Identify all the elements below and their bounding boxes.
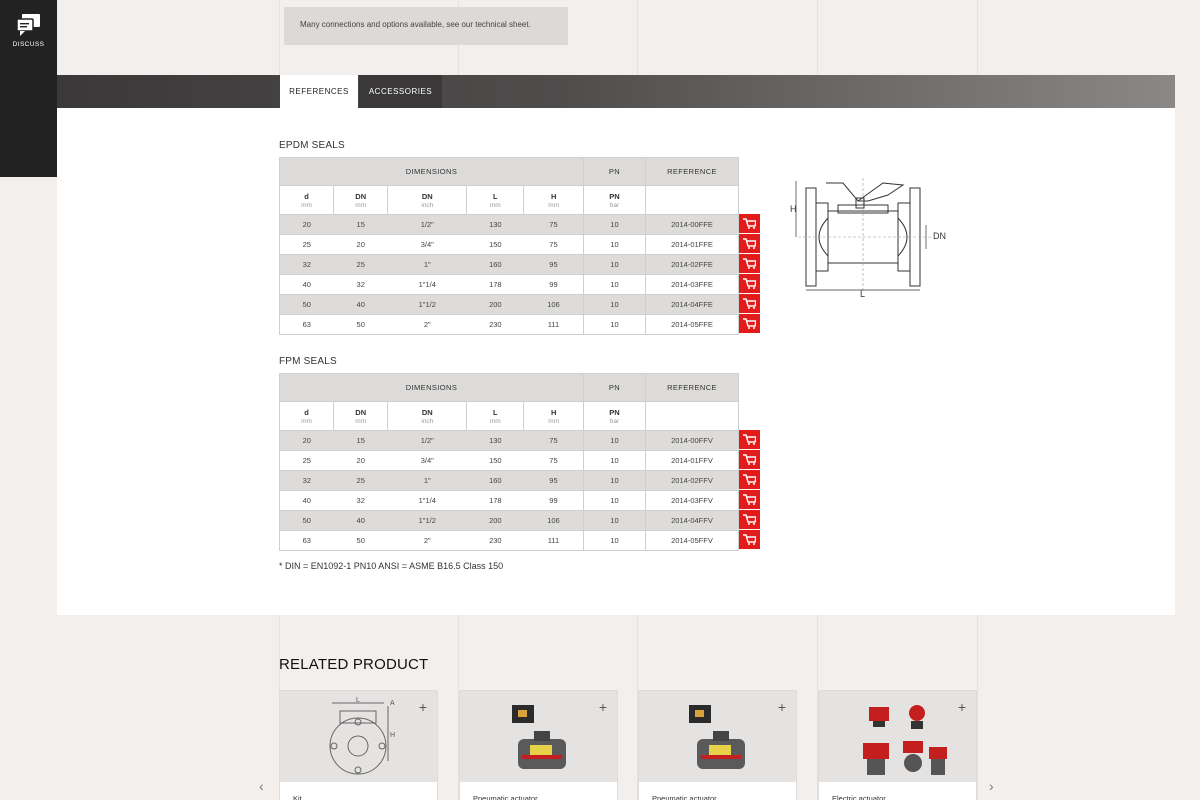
cell-dn-inch: 1/2" bbox=[388, 431, 467, 451]
cart-icon bbox=[743, 514, 756, 525]
cell-pn: 10 bbox=[584, 451, 646, 471]
table-row bbox=[280, 235, 739, 255]
cell-d: 20 bbox=[280, 431, 334, 451]
cell-reference: 2014-05FFV bbox=[646, 531, 739, 551]
subheader-dn: DN mm bbox=[334, 186, 388, 215]
table-row bbox=[280, 511, 739, 531]
cell-l: 160 bbox=[467, 255, 524, 275]
cell-d: 40 bbox=[280, 491, 334, 511]
cart-column-epdm bbox=[739, 214, 760, 334]
cart-icon bbox=[743, 494, 756, 505]
cell-dn: 25 bbox=[334, 471, 388, 491]
cell-dn-inch: 1" bbox=[388, 471, 467, 491]
add-to-cart-button[interactable] bbox=[739, 274, 760, 293]
cell-l: 200 bbox=[467, 295, 524, 315]
cell-d: 32 bbox=[280, 255, 334, 275]
cell-reference: 2014-05FFE bbox=[646, 315, 739, 335]
cell-d: 25 bbox=[280, 451, 334, 471]
cell-dn-inch: 1"1/2 bbox=[388, 295, 467, 315]
card-title: Electric actuator bbox=[819, 782, 976, 800]
cell-d: 63 bbox=[280, 531, 334, 551]
expand-plus-icon[interactable]: + bbox=[418, 699, 427, 715]
cell-pn: 10 bbox=[584, 235, 646, 255]
cell-pn: 10 bbox=[584, 471, 646, 491]
subheader-pn: PN bar bbox=[584, 186, 646, 215]
subheader-dn: DN mm bbox=[334, 402, 388, 431]
cart-icon bbox=[743, 298, 756, 309]
cell-reference: 2014-03FFE bbox=[646, 275, 739, 295]
cell-h: 111 bbox=[524, 315, 584, 335]
table-row bbox=[280, 471, 739, 491]
cell-dn: 40 bbox=[334, 295, 388, 315]
tab-references[interactable]: REFERENCES bbox=[280, 75, 358, 108]
cell-dn-inch: 1"1/4 bbox=[388, 491, 467, 511]
add-to-cart-button[interactable] bbox=[739, 254, 760, 273]
fpm-table bbox=[279, 373, 739, 551]
cell-d: 20 bbox=[280, 215, 334, 235]
table-row bbox=[280, 295, 739, 315]
cell-dn: 32 bbox=[334, 491, 388, 511]
table-row bbox=[280, 315, 739, 335]
cart-icon bbox=[743, 534, 756, 545]
carousel-next-icon[interactable]: › bbox=[989, 778, 994, 794]
cell-d: 40 bbox=[280, 275, 334, 295]
cell-d: 63 bbox=[280, 315, 334, 335]
related-card-electric-actuator[interactable] bbox=[818, 690, 977, 800]
table-row bbox=[280, 275, 739, 295]
cell-l: 178 bbox=[467, 275, 524, 295]
discuss-button[interactable] bbox=[0, 0, 57, 177]
cell-h: 106 bbox=[524, 295, 584, 315]
add-to-cart-button[interactable] bbox=[739, 430, 760, 449]
cell-pn: 10 bbox=[584, 531, 646, 551]
cell-l: 178 bbox=[467, 491, 524, 511]
cell-h: 75 bbox=[524, 451, 584, 471]
cart-icon bbox=[743, 454, 756, 465]
table-row bbox=[280, 531, 739, 551]
cell-reference: 2014-04FFV bbox=[646, 511, 739, 531]
cell-pn: 10 bbox=[584, 511, 646, 531]
cell-dn: 20 bbox=[334, 235, 388, 255]
cell-dn-inch: 2" bbox=[388, 531, 467, 551]
header-reference: REFERENCE bbox=[646, 158, 739, 186]
cell-h: 75 bbox=[524, 215, 584, 235]
add-to-cart-button[interactable] bbox=[739, 314, 760, 333]
add-to-cart-button[interactable] bbox=[739, 214, 760, 233]
cell-l: 160 bbox=[467, 471, 524, 491]
cart-icon bbox=[743, 278, 756, 289]
cart-column-fpm bbox=[739, 430, 760, 550]
cell-reference: 2014-01FFE bbox=[646, 235, 739, 255]
cell-h: 99 bbox=[524, 275, 584, 295]
cell-d: 25 bbox=[280, 235, 334, 255]
cell-h: 75 bbox=[524, 235, 584, 255]
cell-dn-inch: 1/2" bbox=[388, 215, 467, 235]
info-box: Many connections and options available, see our technical sheet. bbox=[284, 7, 568, 45]
add-to-cart-button[interactable] bbox=[739, 294, 760, 313]
valve-drawing bbox=[788, 173, 948, 298]
kit-label-l: L bbox=[356, 697, 360, 704]
cell-dn-inch: 3/4" bbox=[388, 451, 467, 471]
cell-h: 111 bbox=[524, 531, 584, 551]
cell-dn: 32 bbox=[334, 275, 388, 295]
cell-dn-inch: 1" bbox=[388, 255, 467, 275]
table-row bbox=[280, 215, 739, 235]
table-row bbox=[280, 431, 739, 451]
add-to-cart-button[interactable] bbox=[739, 450, 760, 469]
table-row bbox=[280, 491, 739, 511]
subheader-reference bbox=[646, 402, 739, 431]
cell-l: 130 bbox=[467, 431, 524, 451]
cell-h: 75 bbox=[524, 431, 584, 451]
add-to-cart-button[interactable] bbox=[739, 470, 760, 489]
cell-reference: 2014-00FFV bbox=[646, 431, 739, 451]
standards-note: * DIN = EN1092-1 PN10 ANSI = ASME B16.5 Class 150 bbox=[279, 561, 504, 571]
cell-reference: 2014-02FFE bbox=[646, 255, 739, 275]
cell-h: 95 bbox=[524, 471, 584, 491]
add-to-cart-button[interactable] bbox=[739, 530, 760, 549]
cell-dn: 20 bbox=[334, 451, 388, 471]
cell-dn: 15 bbox=[334, 431, 388, 451]
cell-pn: 10 bbox=[584, 275, 646, 295]
subheader-dn-inch: DN inch bbox=[388, 402, 467, 431]
cell-d: 32 bbox=[280, 471, 334, 491]
cart-icon bbox=[743, 434, 756, 445]
card-title: Kit bbox=[280, 782, 437, 800]
cell-reference: 2014-01FFV bbox=[646, 451, 739, 471]
cell-dn-inch: 2" bbox=[388, 315, 467, 335]
section-title-epdm: EPDM SEALS bbox=[279, 140, 345, 151]
cell-l: 130 bbox=[467, 215, 524, 235]
kit-image bbox=[280, 691, 437, 782]
cell-pn: 10 bbox=[584, 295, 646, 315]
cell-l: 200 bbox=[467, 511, 524, 531]
tab-bar bbox=[57, 75, 1175, 108]
cell-dn: 50 bbox=[334, 315, 388, 335]
header-reference: REFERENCE bbox=[646, 374, 739, 402]
subheader-l: L mm bbox=[467, 402, 524, 431]
related-card-pneumatic-actuator[interactable] bbox=[459, 690, 618, 800]
epdm-table bbox=[279, 157, 739, 335]
expand-plus-icon[interactable]: + bbox=[598, 699, 607, 715]
discuss-label: DISCUSS bbox=[12, 41, 45, 48]
cell-dn: 40 bbox=[334, 511, 388, 531]
header-pn: PN bbox=[584, 374, 646, 402]
cell-l: 150 bbox=[467, 235, 524, 255]
subheader-d: d mm bbox=[280, 186, 334, 215]
cart-icon bbox=[743, 474, 756, 485]
table-row bbox=[280, 451, 739, 471]
cell-l: 230 bbox=[467, 315, 524, 335]
subheader-reference bbox=[646, 186, 739, 215]
cell-reference: 2014-02FFV bbox=[646, 471, 739, 491]
cell-pn: 10 bbox=[584, 315, 646, 335]
expand-plus-icon[interactable]: + bbox=[957, 699, 966, 715]
tab-accessories[interactable]: ACCESSORIES bbox=[359, 75, 442, 108]
header-dimensions: DIMENSIONS bbox=[280, 374, 584, 402]
cell-reference: 2014-00FFE bbox=[646, 215, 739, 235]
related-card-kit[interactable] bbox=[279, 690, 438, 800]
cell-h: 106 bbox=[524, 511, 584, 531]
discuss-icon bbox=[17, 14, 41, 36]
related-product-title: RELATED PRODUCT bbox=[279, 656, 429, 673]
cart-icon bbox=[743, 318, 756, 329]
cell-h: 95 bbox=[524, 255, 584, 275]
cart-icon bbox=[743, 238, 756, 249]
carousel-prev-icon[interactable]: ‹ bbox=[259, 778, 264, 794]
header-dimensions: DIMENSIONS bbox=[280, 158, 584, 186]
cell-l: 230 bbox=[467, 531, 524, 551]
cell-pn: 10 bbox=[584, 491, 646, 511]
section-title-fpm: FPM SEALS bbox=[279, 356, 337, 367]
add-to-cart-button[interactable] bbox=[739, 510, 760, 529]
related-card-pneumatic-actuator-2[interactable] bbox=[638, 690, 797, 800]
cell-dn: 15 bbox=[334, 215, 388, 235]
cell-h: 99 bbox=[524, 491, 584, 511]
drawing-label-l: L bbox=[860, 289, 866, 298]
cell-pn: 10 bbox=[584, 431, 646, 451]
cell-dn: 25 bbox=[334, 255, 388, 275]
add-to-cart-button[interactable] bbox=[739, 490, 760, 509]
electric-actuator-image bbox=[819, 691, 976, 782]
cell-dn-inch: 1"1/2 bbox=[388, 511, 467, 531]
cell-d: 50 bbox=[280, 511, 334, 531]
cell-dn-inch: 3/4" bbox=[388, 235, 467, 255]
card-title: Pneumatic actuator bbox=[639, 782, 796, 800]
kit-label-a: A bbox=[390, 700, 395, 707]
expand-plus-icon[interactable]: + bbox=[777, 699, 786, 715]
add-to-cart-button[interactable] bbox=[739, 234, 760, 253]
cart-icon bbox=[743, 258, 756, 269]
cell-d: 50 bbox=[280, 295, 334, 315]
subheader-l: L mm bbox=[467, 186, 524, 215]
subheader-dn-inch: DN inch bbox=[388, 186, 467, 215]
table-row bbox=[280, 255, 739, 275]
cell-dn: 50 bbox=[334, 531, 388, 551]
cell-pn: 10 bbox=[584, 255, 646, 275]
kit-label-h: H bbox=[390, 732, 396, 739]
pneumatic-actuator-image bbox=[639, 691, 796, 782]
cell-reference: 2014-04FFE bbox=[646, 295, 739, 315]
subheader-h: H mm bbox=[524, 402, 584, 431]
subheader-pn: PN bar bbox=[584, 402, 646, 431]
cell-l: 150 bbox=[467, 451, 524, 471]
drawing-label-dn: DN bbox=[933, 231, 946, 241]
cart-icon bbox=[743, 218, 756, 229]
subheader-d: d mm bbox=[280, 402, 334, 431]
cell-dn-inch: 1"1/4 bbox=[388, 275, 467, 295]
cell-pn: 10 bbox=[584, 215, 646, 235]
drawing-label-h: H bbox=[790, 204, 797, 214]
cell-reference: 2014-03FFV bbox=[646, 491, 739, 511]
subheader-h: H mm bbox=[524, 186, 584, 215]
pneumatic-actuator-image bbox=[460, 691, 617, 782]
card-title: Pneumatic actuator bbox=[460, 782, 617, 800]
header-pn: PN bbox=[584, 158, 646, 186]
